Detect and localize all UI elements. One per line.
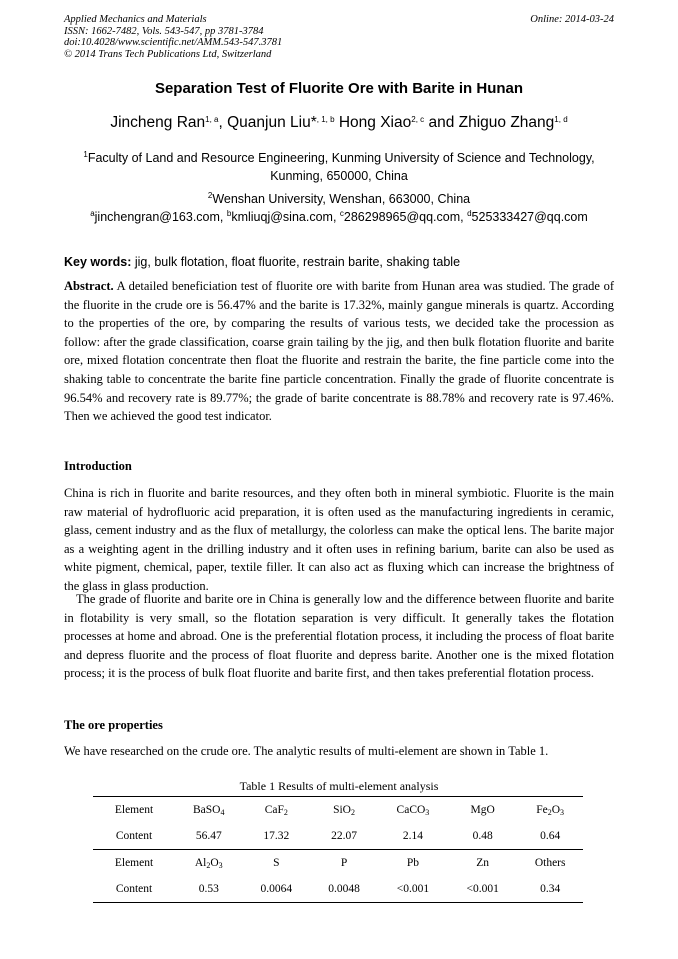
copyright-line: © 2014 Trans Tech Publications Ltd, Switzerland: [64, 48, 272, 60]
multi-element-table: [93, 796, 583, 903]
row-label: Content: [93, 876, 175, 903]
table-caption: Table 1 Results of multi-element analysis: [239, 779, 439, 793]
email-separator: ,: [460, 210, 468, 224]
table-row: [93, 823, 583, 850]
abstract: [64, 277, 614, 426]
email-address: 286298965@qq.com: [343, 210, 461, 224]
element-formula-part: Al: [194, 857, 207, 869]
element-cell: [378, 797, 448, 824]
element-subscript: 3: [218, 861, 223, 870]
row-label: Content: [115, 830, 153, 842]
affiliation-1-marker: 1: [83, 150, 88, 159]
element-formula-part: S: [273, 857, 280, 869]
element-formula-part: Pb: [406, 857, 419, 869]
element-subscript: 3: [425, 808, 430, 817]
element-formula-part: SiO: [333, 804, 351, 816]
affiliation-2-marker: 2: [207, 191, 213, 200]
author-affiliation-marker: 2, c: [411, 115, 425, 124]
author-name: Hong Xiao: [338, 114, 412, 131]
keywords-label: Key words:: [64, 255, 132, 269]
element-subscript: 2: [206, 861, 211, 870]
abstract-text: A detailed beneficiation test of fluorite ore with barite from Hunan area was studied. The grade of the fluorite in the crude ore is 56.47% and the barite is 17.32%, mainly gangue minerals is quartz. According to the properties of the ore, by comparing the results of various tests, we decided take the procession as follow: after the grade classification, coarse grain tailing by the jig, and then bulk flotation fluorite and barite ore, mixed flotation concentrate then float the fluorite and restrain the barite, the fine particle come into the shaking table to concentrate the barite fine particle concentration. Finally the grade of fluorite concentrate is 96.54% and recovery rate is 89.77%; the grade of barite concentrate is 88.78% and recovery rate is 97.46%. Then we achieved the good test indicator.: [64, 279, 614, 424]
online-date: Online: 2014-03-24: [530, 14, 614, 25]
element-cell: [175, 797, 242, 824]
intro-paragraph-2: The grade of fluorite and barite ore in China is generally low and the difference between fluorite and barite in flotability is very small, so the flotation separation is very difficult. It generally takes the flotation processes at home and abroad. One is the preferential flotation process, it including the process of float barite and depress fluorite and the process of float fluorite and depress barite. Another one is the mixed flotation process; it is the process of bulk float fluorite and barite first, and then takes preferential flotation process.: [64, 592, 614, 681]
content-cell: 0.53: [175, 876, 242, 903]
content-cell: 22.07: [331, 830, 357, 842]
content-cell: <0.001: [448, 876, 517, 903]
paper-title: Separation Test of Fluorite Ore with Barite in Hunan: [154, 80, 524, 97]
element-formula-part: Others: [534, 857, 566, 869]
element-formula-part: P: [340, 857, 348, 869]
row-label: Element: [93, 797, 175, 824]
table-row: [93, 876, 583, 903]
element-subscript: 2: [350, 808, 355, 817]
table-row: [93, 797, 583, 824]
doi-line: doi:10.4028/www.scientific.net/AMM.543-547.3781: [64, 37, 283, 48]
content-cell: 56.47: [195, 830, 222, 842]
element-cell: [242, 797, 310, 824]
email-marker: d: [467, 209, 472, 218]
element-subscript: 2: [547, 808, 552, 817]
affiliation-1-line1: Faculty of Land and Resource Engineering, Kunming University of Science and Technology,: [87, 151, 595, 165]
section-heading-ore-properties: The ore properties: [64, 718, 163, 732]
affiliation-1: [0, 150, 678, 185]
content-cell: 0.34: [517, 876, 583, 903]
element-formula-part: Fe: [536, 804, 548, 816]
email-marker: b: [226, 209, 232, 218]
author-affiliation-marker: 1, d: [554, 115, 568, 124]
element-cell: [448, 797, 517, 824]
content-cell: 0.0048: [310, 876, 378, 903]
element-cell: [517, 797, 583, 824]
element-cell: [517, 850, 583, 877]
email-separator: ,: [219, 210, 227, 224]
element-formula-part: BaSO: [193, 804, 221, 816]
element-formula-part: O: [551, 804, 561, 816]
element-formula-part: O: [210, 857, 219, 869]
abstract-label: Abstract.: [64, 279, 114, 293]
table-row: [93, 850, 583, 877]
affiliation-1-line2: Kunming, 650000, China: [270, 168, 408, 183]
element-formula-part: CaF: [264, 804, 284, 816]
element-cell: [310, 850, 378, 877]
keywords-text: jig, bulk flotation, float fluorite, restrain barite, shaking table: [131, 255, 461, 269]
section-heading-introduction: Introduction: [64, 459, 132, 473]
element-formula-part: Zn: [476, 857, 490, 869]
journal-header: [64, 14, 282, 60]
keywords: [64, 255, 460, 269]
author-name: Jincheng Ran: [110, 114, 206, 131]
element-formula-part: CaCO: [396, 804, 426, 816]
email-list: [0, 209, 678, 227]
author-separator: and: [424, 114, 459, 131]
author-name: Zhiguo Zhang: [458, 114, 555, 131]
email-address: jinchengran@163.com: [94, 210, 220, 224]
content-cell: 0.64: [540, 830, 561, 842]
email-marker: c: [339, 209, 344, 218]
ore-paragraph-1: We have researched on the crude ore. The analytic results of multi-element are shown in Table 1.: [64, 744, 549, 758]
element-formula-part: MgO: [470, 804, 495, 816]
author-list: [0, 114, 678, 132]
author-name: Quanjun Liu*: [227, 114, 317, 131]
author-separator: ,: [218, 114, 228, 131]
content-cell: 2.14: [402, 830, 423, 842]
element-cell: [378, 850, 448, 877]
email-separator: ,: [332, 210, 340, 224]
element-cell: [310, 797, 378, 824]
author-affiliation-marker: , 1, b: [316, 115, 335, 124]
affiliation-2-text: Wenshan University, Wenshan, 663000, China: [212, 192, 471, 206]
element-subscript: 4: [220, 808, 225, 817]
element-subscript: 2: [283, 808, 288, 817]
issn-line: ISSN: 1662-7482, Vols. 543-547, pp 3781-3784: [64, 25, 264, 37]
element-cell: [448, 850, 517, 877]
email-marker: a: [90, 209, 95, 218]
element-cell: [175, 850, 242, 877]
email-address: kmliuqj@sina.com: [231, 210, 333, 224]
email-address: 525333427@qq.com: [471, 210, 588, 224]
element-subscript: 3: [560, 808, 565, 817]
content-cell: 0.0064: [242, 876, 310, 903]
content-cell: <0.001: [378, 876, 448, 903]
element-cell: [242, 850, 310, 877]
journal-name: Applied Mechanics and Materials: [64, 14, 207, 25]
content-cell: 17.32: [263, 830, 290, 842]
author-affiliation-marker: 1, a: [205, 115, 219, 124]
content-cell: 0.48: [472, 830, 493, 842]
row-label: Element: [93, 850, 175, 877]
affiliation-2: [0, 191, 678, 209]
intro-paragraph-1: China is rich in fluorite and barite resources, and they often both in mineral symbiotic. Fluorite is the main raw material of hydrofluoric acid preparation, it is often used as the manufacturing ingredients in ceramic, glass, cement industry and as the flux of metallurgy, the colorless can make the optical lens. The barite major as a weighting agent in the drilling industry and it often uses in refining barium, barite can also be used as white pigment, chemical, paper, textile filler. It can also act as fluxing which can increase the brightness of the glass in glass production.: [64, 486, 614, 593]
